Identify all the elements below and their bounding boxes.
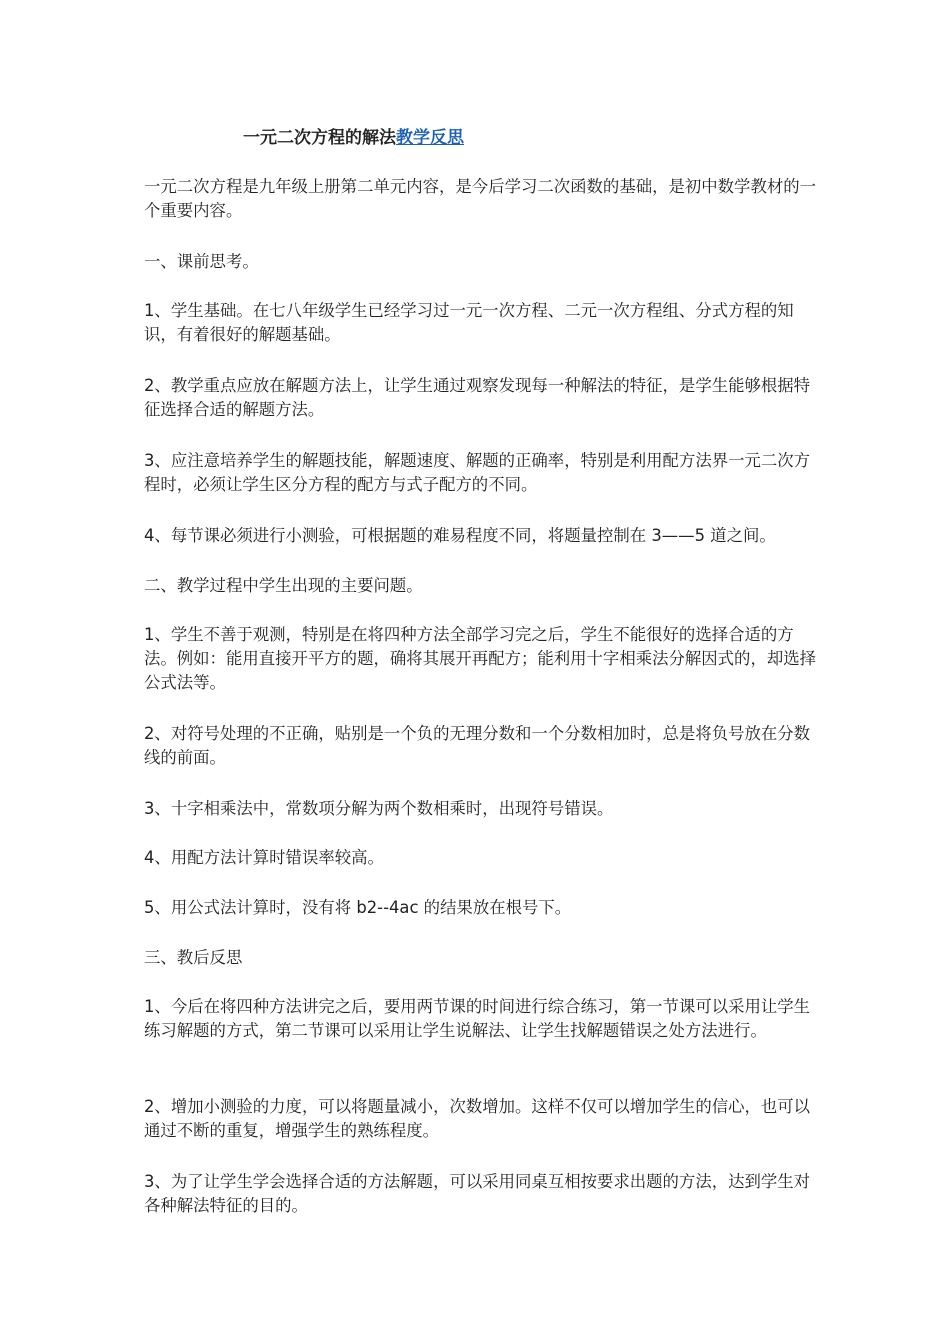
list-item: 2、增加小测验的力度，可以将题量减小，次数增加。这样不仅可以增加学生的信心，也可以通过不断的重复，增强学生的熟练程度。	[144, 1097, 811, 1140]
intro-paragraph: 一元二次方程是九年级上册第二单元内容，是今后学习二次函数的基础，是初中数学教材的一个重要内容。	[144, 177, 817, 220]
section-heading-3: 三、教后反思	[144, 948, 243, 967]
list-item: 5、用公式法计算时，没有将 b2--4ac 的结果放在根号下。	[144, 898, 572, 917]
section-heading-1: 一、课前思考。	[144, 252, 259, 271]
list-item: 4、每节课必须进行小测验，可根据题的难易程度不同，将题量控制在 3——5 道之间。	[144, 526, 776, 545]
title-text: 一元二次方程的解法	[243, 128, 396, 148]
list-item: 3、十字相乘法中，常数项分解为两个数相乘时，出现符号错误。	[144, 799, 614, 818]
list-item: 3、为了让学生学会选择合适的方法解题，可以采用同桌互相按要求出题的方法，达到学生对各种解法特征的目的。	[144, 1172, 811, 1215]
page-title	[243, 127, 464, 149]
title-link[interactable]: 教学反思	[396, 128, 464, 148]
list-item: 1、今后在将四种方法讲完之后，要用两节课的时间进行综合练习，第一节课可以采用让学生练习解题的方式，第二节课可以采用让学生说解法、让学生找解题错误之处方法进行。	[144, 997, 811, 1040]
list-item: 2、对符号处理的不正确，贴别是一个负的无理分数和一个分数相加时，总是将负号放在分数线的前面。	[144, 724, 811, 767]
list-item: 3、应注意培养学生的解题技能，解题速度、解题的正确率，特别是利用配方法界一元二次方程时，必须让学生区分方程的配方与式子配方的不同。	[144, 451, 811, 494]
list-item: 1、学生不善于观测，特别是在将四种方法全部学习完之后，学生不能很好的选择合适的方法。例如：能用直接开平方的题，确将其展开再配方；能利用十字相乘法分解因式的，却选择公式法等。	[144, 625, 817, 692]
section-heading-2: 二、教学过程中学生出现的主要问题。	[144, 576, 423, 595]
list-item: 2、教学重点应放在解题方法上，让学生通过观察发现每一种解法的特征，是学生能够根据特征选择合适的解题方法。	[144, 376, 811, 419]
list-item: 4、用配方法计算时错误率较高。	[144, 848, 384, 867]
list-item: 1、学生基础。在七八年级学生已经学习过一元一次方程、二元一次方程组、分式方程的知识，有着很好的解题基础。	[144, 301, 794, 344]
